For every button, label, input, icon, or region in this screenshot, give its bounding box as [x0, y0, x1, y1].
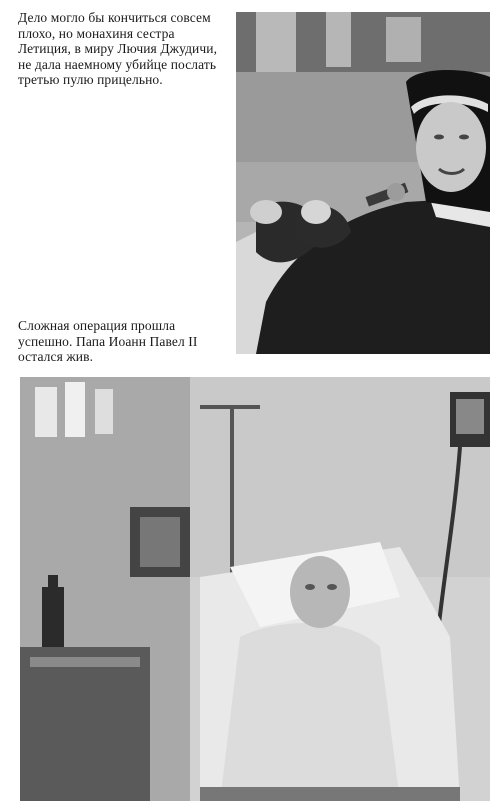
caption-nun: Дело могло бы кончиться совсем плохо, но монахиня сестра Летиция, в миру Лючия Джудичи, не дала наемному убийце послать третью пулю прицельно.: [18, 10, 218, 87]
photo-nun-interview: [236, 12, 490, 354]
photo-hospital-bed: [20, 377, 490, 801]
caption-operation: Сложная операция прошла успешно. Папа Иоанн Павел II остался жив.: [18, 318, 198, 364]
